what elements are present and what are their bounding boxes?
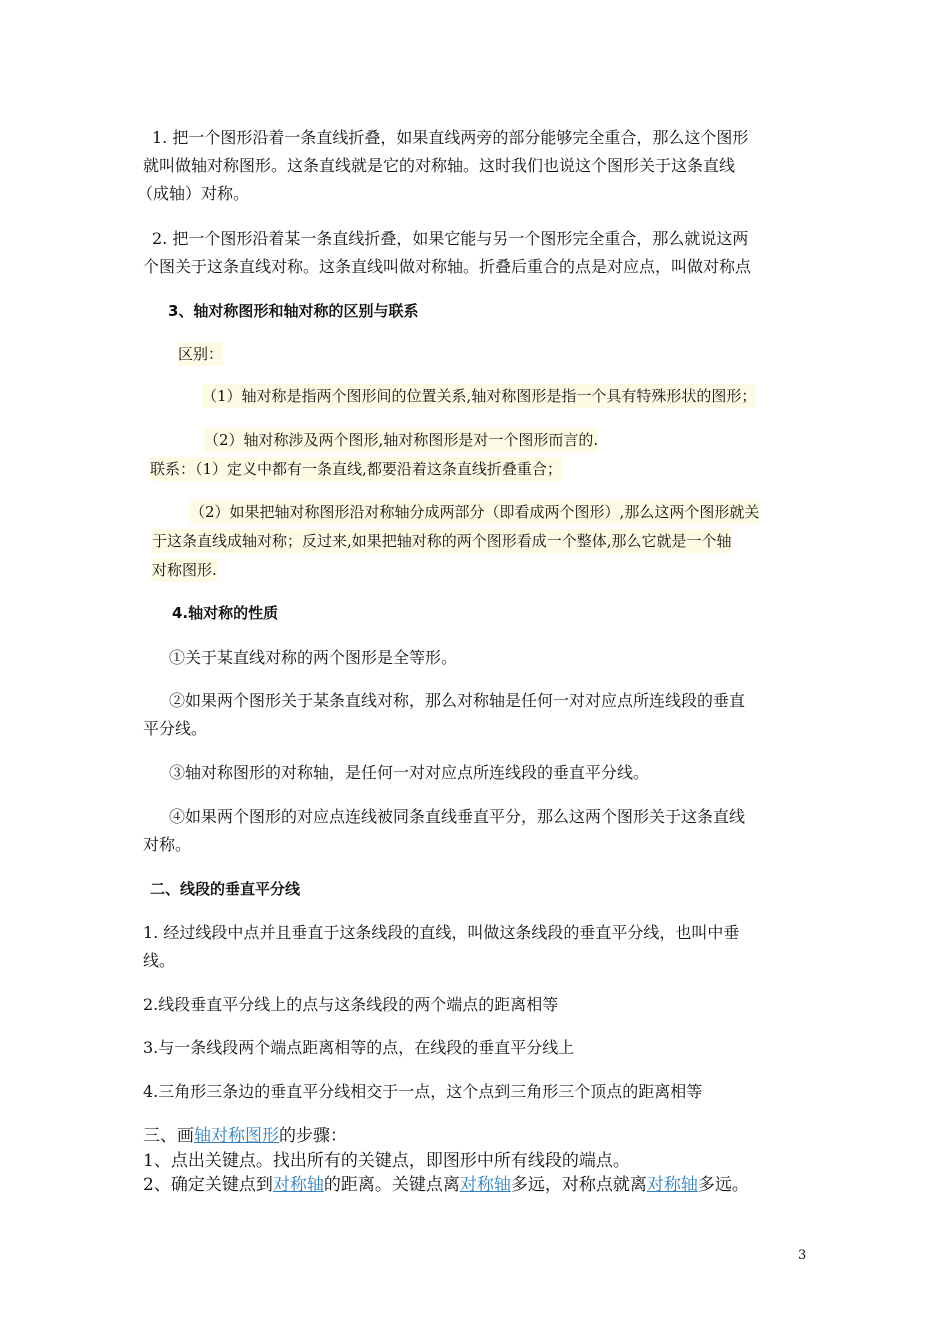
page-number: 3 bbox=[798, 1248, 807, 1263]
diff-label: 区别： bbox=[178, 342, 223, 366]
link-symmetry-axis-2[interactable]: 对称轴 bbox=[459, 1175, 511, 1195]
prop-1: ①关于某直线对称的两个图形是全等形。 bbox=[169, 648, 458, 667]
para1-line3: （成轴）对称。 bbox=[137, 184, 250, 203]
para2-line1: 2. 把一个图形沿着某一条直线折叠，如果它能与另一个图形完全重合，那么就说这两 bbox=[152, 229, 749, 248]
step-2 bbox=[143, 1173, 749, 1197]
steps-title bbox=[143, 1124, 347, 1148]
prop-3: ③轴对称图形的对称轴，是任何一对对应点所连线段的垂直平分线。 bbox=[169, 763, 650, 782]
step-2-text-b: 的距离。关键点离 bbox=[323, 1175, 460, 1195]
diff-item-2: （2）轴对称涉及两个图形,轴对称图形是对一个图形而言的. bbox=[204, 428, 598, 452]
step-1: 1、点出关键点。找出所有的关键点，即图形中所有线段的端点。 bbox=[143, 1151, 630, 1171]
link-item-2-line1: （2）如果把轴对称图形沿对称轴分成两部分（即看成两个图形）,那么这两个图形就关 bbox=[190, 500, 759, 524]
prop-2-line1: ②如果两个图形关于某条直线对称，那么对称轴是任何一对对应点所连线段的垂直 bbox=[169, 691, 746, 710]
prop-2-line2: 平分线。 bbox=[143, 719, 208, 738]
link-axisymmetric-figure[interactable]: 轴对称图形 bbox=[194, 1126, 279, 1146]
bisector-1-line1: 1. 经过线段中点并且垂直于这条线段的直线，叫做这条线段的垂直平分线，也叫中垂 bbox=[143, 923, 740, 942]
bisector-4: 4.三角形三条边的垂直平分线相交于一点，这个点到三角形三个顶点的距离相等 bbox=[143, 1082, 703, 1101]
para1-line2: 就叫做轴对称图形。这条直线就是它的对称轴。这时我们也说这个图形关于这条直线 bbox=[143, 156, 736, 175]
steps-title-post: 的步骤： bbox=[279, 1126, 347, 1146]
prop-4-line2: 对称。 bbox=[143, 835, 192, 854]
para2-line2: 个图关于这条直线对称。这条直线叫做对称轴。折叠后重合的点是对应点，叫做对称点 bbox=[143, 257, 752, 276]
prop-4-line1: ④如果两个图形的对应点连线被同条直线垂直平分，那么这两个图形关于这条直线 bbox=[169, 807, 746, 826]
bisector-3: 3.与一条线段两个端点距离相等的点，在线段的垂直平分线上 bbox=[143, 1038, 575, 1057]
steps-title-pre: 三、画 bbox=[143, 1126, 194, 1146]
link-item-2-line3: 对称图形. bbox=[152, 558, 217, 582]
bisector-1-line2: 线。 bbox=[143, 951, 176, 970]
diff-item-1: （1）轴对称是指两个图形间的位置关系,轴对称图形是指一个具有特殊形状的图形； bbox=[202, 384, 756, 408]
step-2-text-d: 多远。 bbox=[697, 1175, 749, 1195]
heading-4: 4.轴对称的性质 bbox=[172, 604, 279, 622]
link-item-2-line2: 于这条直线成轴对称；反过来,如果把轴对称的两个图形看成一个整体,那么它就是一个轴 bbox=[152, 529, 732, 553]
heading-two: 二、线段的垂直平分线 bbox=[150, 880, 301, 898]
step-2-text-c: 多远，对称点就离 bbox=[510, 1175, 647, 1195]
para1-line1: 1. 把一个图形沿着一条直线折叠，如果直线两旁的部分能够完全重合，那么这个图形 bbox=[152, 128, 749, 147]
heading-3: 3、轴对称图形和轴对称的区别与联系 bbox=[168, 302, 419, 320]
link-symmetry-axis-3[interactable]: 对称轴 bbox=[646, 1175, 698, 1195]
link-label: 联系：（1）定义中都有一条直线,都要沿着这条直线折叠重合； bbox=[150, 457, 562, 481]
link-symmetry-axis-1[interactable]: 对称轴 bbox=[272, 1175, 324, 1195]
step-2-text-a: 2、确定关键点到 bbox=[143, 1175, 273, 1195]
bisector-2: 2.线段垂直平分线上的点与这条线段的两个端点的距离相等 bbox=[143, 995, 559, 1014]
